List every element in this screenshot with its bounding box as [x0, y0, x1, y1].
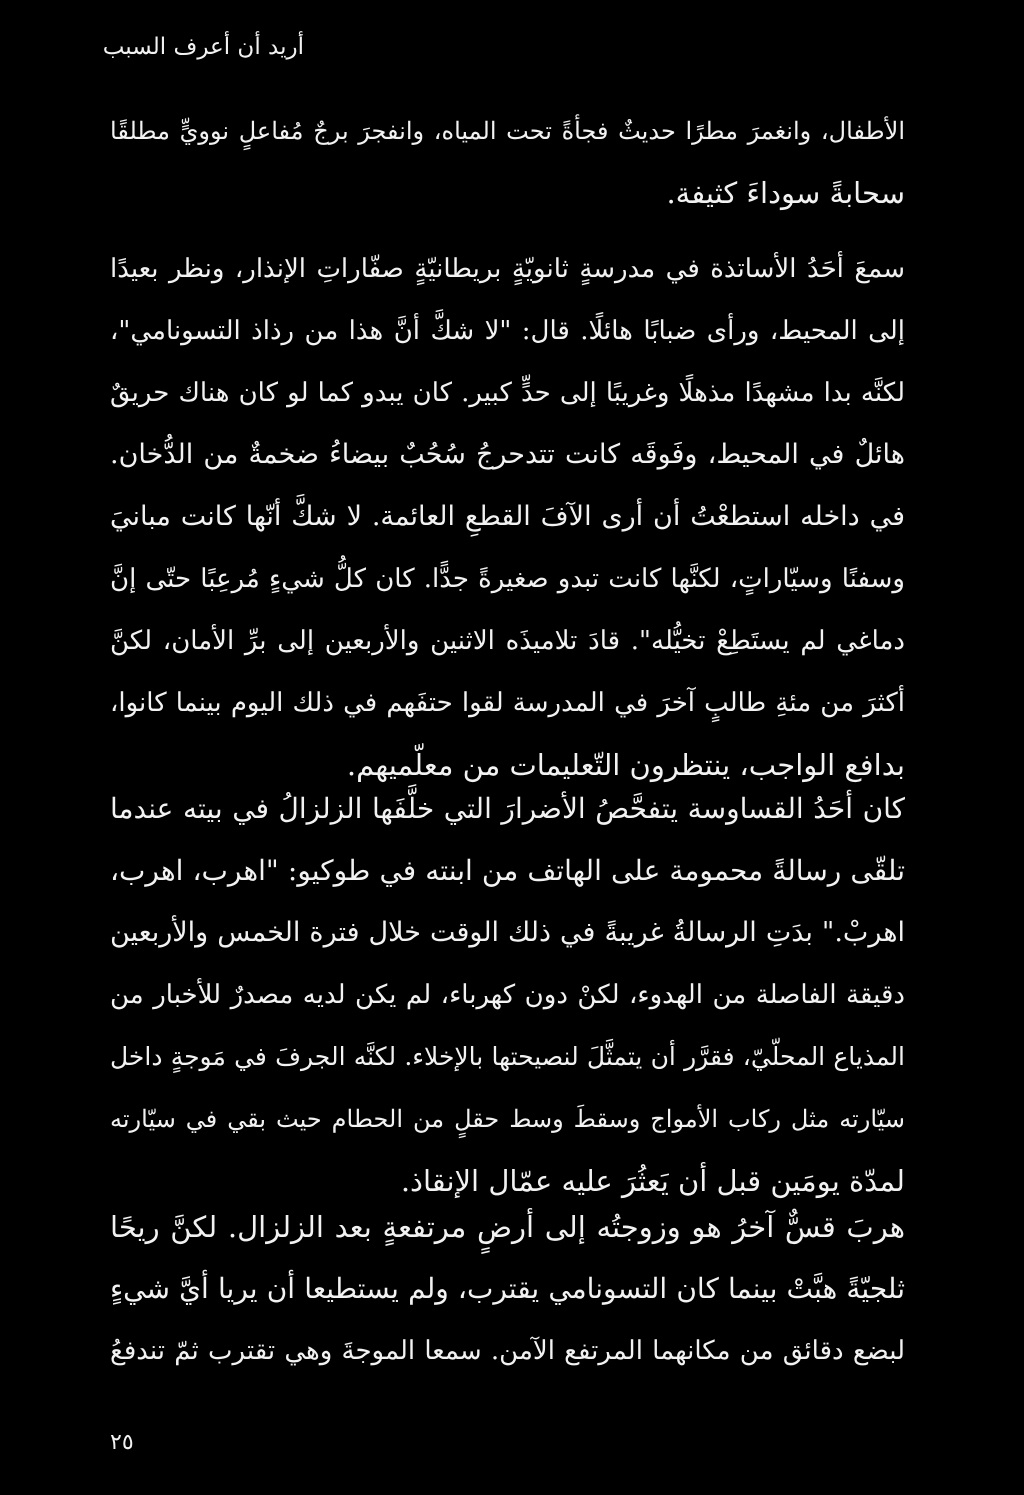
- text-line: لكنَّه بدا مشهدًا مذهلًا وغريبًا إلى حدٍّ كبير. كان يبدو كما لو كان هناك حريقٌ: [110, 378, 905, 408]
- text-line: سحابةً سوداءَ كثيفة.: [666, 176, 905, 210]
- text-line: سمعَ أحَدُ الأساتذة في مدرسةٍ ثانويّةٍ بريطانيّةٍ صفّاراتِ الإنذار، ونظر بعيدًا: [110, 254, 905, 284]
- text-line: اهربْ." بدَتِ الرسالةُ غريبةً في ذلك الوقت خلال فترة الخمس والأربعين: [110, 917, 905, 948]
- text-line: لمدّة يومَين قبل أن يَعثُرَ عليه عمّال الإنقاذ.: [400, 1164, 905, 1198]
- text-line: بدافع الواجب، ينتظرون التّعليمات من معلّميهم.: [346, 748, 905, 782]
- text-line: لبضع دقائق من مكانهما المرتفع الآمن. سمعا الموجةَ وهي تقترب ثمّ تندفعُ: [110, 1336, 905, 1366]
- running-header: أريد أن أعرف السبب: [102, 34, 304, 60]
- page-number: ٢٥: [110, 1430, 134, 1455]
- text-line: هائلٌ في المحيط، وفَوقَه كانت تتدحرجُ سُحُبٌ بيضاءُ ضخمةٌ من الدُّخان.: [110, 439, 905, 470]
- text-line: وسفنًا وسيّاراتٍ، لكنَّها كانت تبدو صغيرةً جدًّا. كان كلُّ شيءٍ مُرعِبًا حتّى إنَّ: [110, 564, 905, 594]
- text-line: أكثرَ من مئةِ طالبٍ آخرَ في المدرسة لقوا حتفَهم في ذلك اليوم بينما كانوا،: [110, 688, 905, 718]
- text-line: الأطفال، وانغمرَ مطرًا حديثٌ فجأةً تحت المياه، وانفجرَ برجٌ مُفاعلٍ نوويٍّ مطلقًا: [110, 117, 905, 145]
- text-line: دماغي لم يستَطِعْ تخيُّله". قادَ تلاميذَه الاثنين والأربعين إلى برِّ الأمان، لكنَّ: [110, 626, 905, 656]
- text-line: تلقّى رسالةً محمومة على الهاتف من ابنته في طوكيو: "اهرب، اهرب،: [110, 854, 905, 887]
- text-line: المذياع المحلّيّ، فقرَّر أن يتمثَّلَ لنصيحتها بالإخلاء. لكنَّه الجرفَ في مَوجةٍ داخل: [110, 1042, 905, 1071]
- text-line: سيّارته مثل ركاب الأمواج وسقطَ وسط حقلٍ من الحطام حيث بقي في سيّارته: [110, 1105, 905, 1133]
- text-line: في داخله استطعْتُ أن أرى الآفَ القطعِ العائمة. لا شكَّ أنّها كانت مبانيَ: [110, 501, 905, 532]
- text-line: هربَ قسٌّ آخرُ هو وزوجتُه إلى أرضٍ مرتفعةٍ بعد الزلزال. لكنَّ ريحًا: [110, 1210, 905, 1244]
- text-line: دقيقة الفاصلة من الهدوء، لكنْ دون كهرباء، لم يكن لديه مصدرٌ للأخبار من: [110, 980, 905, 1010]
- text-line: ثلجيّةً هبَّتْ بينما كان التسونامي يقترب، ولم يستطيعا أن يريا أيَّ شيءٍ: [110, 1272, 905, 1305]
- paragraph-4: [110, 1196, 905, 1382]
- paragraph-1: [110, 100, 905, 224]
- paragraph-2: [110, 238, 905, 796]
- text-line: إلى المحيط، ورأى ضبابًا هائلًا. قال: "لا شكَّ أنَّ هذا من رذاذ التسونامي"،: [110, 316, 905, 346]
- text-line: كان أحَدُ القساوسة يتفحَّصُ الأضرارَ التي خلَّفَها الزلزالُ في بيته عندما: [110, 792, 905, 825]
- paragraph-3: [110, 778, 905, 1212]
